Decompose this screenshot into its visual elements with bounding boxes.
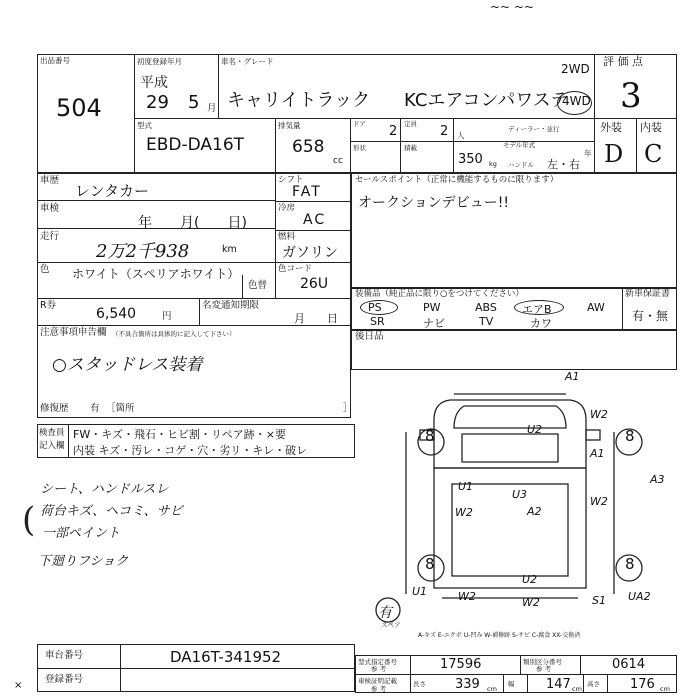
sales-frame [351, 173, 677, 288]
mark-ua2: UA2 [628, 590, 651, 603]
reg-month: 5 [188, 92, 200, 113]
fuel: ガソリン [282, 245, 338, 261]
mark-a1-side: A1 [590, 447, 605, 460]
length: 339 [455, 677, 480, 692]
cc-unit: cc [333, 156, 343, 166]
score-label: 評 価 点 [603, 55, 643, 68]
person-unit: 人 [457, 131, 465, 140]
warranty-label: 新車保証書 [625, 289, 671, 299]
height-label: 高さ [587, 680, 600, 688]
model-year-label: モデル年式 [503, 141, 536, 149]
sales-value: オークションデビュー!! [358, 195, 509, 211]
score: 3 [620, 76, 642, 116]
equip-airbag: エアB [522, 303, 552, 316]
ref-label-2: 参 考 [536, 665, 552, 673]
mark-u1-left: U1 [458, 480, 474, 493]
ac-label: 冷房 [278, 203, 296, 213]
drive-4wd: 4WD [562, 94, 591, 108]
grade: KCエアコンパワステ [404, 90, 569, 111]
equipment-label: 装備品（純正品に限り○をつけてください） [355, 289, 524, 299]
equip-aw: AW [587, 301, 605, 314]
ref-label-3: 参 考 [371, 685, 387, 693]
displacement-label: 排気量 [278, 121, 301, 130]
color-code-label: 色コード [278, 264, 313, 274]
notes-sublabel: （不具合箇所は具体的に記入して下さい） [112, 330, 236, 338]
equip-pw: PW [423, 301, 441, 314]
capacity-label: 定員 [404, 120, 417, 128]
width-label: 幅 [508, 680, 515, 688]
mark-u2-rear: U2 [522, 573, 538, 586]
model-no-label: 型式指定番号 [358, 658, 397, 666]
note-line1: シート、ハンドルスレ [40, 482, 169, 497]
mileage-label: 走行 [40, 231, 60, 242]
mark-a1-front: A1 [565, 370, 580, 383]
equip-abs: ABS [475, 301, 497, 314]
repair-bracket: ［箇所 [106, 403, 135, 414]
mark-u3: U3 [512, 488, 528, 501]
fuel-label: 燃料 [278, 232, 296, 242]
mileage: 2万2千938 [96, 241, 190, 262]
mark-w2-rear: W2 [522, 596, 540, 609]
equip-leather: カワ [530, 317, 552, 330]
notice-value: 月 日 [294, 312, 338, 325]
reg-year: 29 [146, 92, 169, 113]
inspector-label: 検査員 [39, 428, 65, 438]
month-unit: 月 [207, 103, 217, 114]
wheel-mark-rr: 8 [625, 555, 635, 573]
size-label: 車検証明記載 [358, 677, 397, 685]
equip-ps: PS [368, 301, 382, 314]
warranty-value: 有・無 [632, 309, 669, 323]
mark-u1-rear: U1 [412, 585, 428, 598]
bed-inner [452, 484, 568, 576]
load-label: 積載 [404, 144, 417, 152]
model-year-unit: 年 [584, 149, 592, 158]
color-no-label: 色替 [248, 280, 268, 291]
mark-w2-front: W2 [590, 408, 608, 421]
side-mark: × [14, 680, 23, 691]
spare-mark: 有 [378, 605, 392, 621]
model: EBD-DA16T [146, 135, 245, 155]
notes-label: 注意事項申告欄 [40, 327, 107, 338]
exterior-label: 外装 [600, 121, 622, 134]
shift: FAT [292, 184, 322, 200]
reg-label: 登録番号 [45, 674, 84, 685]
equip-sr: SR [370, 315, 385, 328]
interior-label: 内装 [640, 121, 662, 134]
color-label: 色 [40, 264, 50, 275]
sales-label: セールスポイント（正常に機能するものに限ります） [355, 175, 559, 185]
chassis-number: DA16T-341952 [170, 648, 282, 666]
exterior-grade: D [604, 140, 624, 168]
displacement: 658 [292, 137, 325, 157]
class-no: 0614 [612, 657, 646, 672]
mark-w2-right: W2 [590, 495, 608, 508]
lot-number: 504 [56, 94, 102, 122]
color-code: 26U [300, 276, 329, 292]
capacity: 2 [440, 124, 449, 139]
roof [462, 434, 558, 462]
wheel-mark-rl: 8 [425, 555, 435, 573]
interior-grade: C [644, 140, 663, 168]
bed-outline [434, 468, 586, 588]
after-market-frame [351, 330, 677, 370]
kg-unit: kg [489, 160, 497, 168]
first-reg-label: 初度登録年月 [137, 57, 182, 66]
doors: 2 [389, 124, 398, 139]
spare-label: スペア [381, 621, 401, 629]
note-bracket: ( [22, 500, 36, 540]
history-value: レンタカー [75, 182, 150, 200]
top-scribble: ~~ ~~ [490, 0, 535, 14]
name-grade-label: 車名・グレード [221, 57, 274, 66]
shift-label: シフト [278, 175, 304, 185]
mark-s1: S1 [592, 594, 606, 607]
repair-has: 有 [90, 403, 100, 414]
notes-value: ○スタッドレス装着 [52, 355, 203, 375]
notice-label: 名変通知期限 [202, 300, 260, 311]
shape-label: 形状 [353, 144, 366, 152]
details-frame [37, 173, 351, 418]
mark-w2-rearleft: W2 [458, 590, 476, 603]
width-unit: cm [572, 685, 582, 693]
repair-label: 修復歴 [40, 403, 69, 414]
width: 147 [546, 677, 571, 692]
car-name: キャリイトラック [227, 90, 371, 111]
mark-a2: A2 [527, 505, 542, 518]
diagram-legend: A-キズ E-エクボ U-凹み W-補修跡 S-サビ C-腐食 XX-交換済 [418, 632, 581, 639]
record-label: 記入欄 [39, 441, 65, 451]
length-label: 長さ [413, 680, 426, 688]
inspection-label: 車検 [40, 203, 60, 214]
recycle-unit: 円 [162, 311, 172, 322]
mark-u2-front: U2 [527, 423, 543, 436]
repair-close: ］ [343, 403, 353, 414]
mark-a3: A3 [650, 473, 665, 486]
mark-w2-left: W2 [455, 506, 473, 519]
note-line3: 一部ペイント [42, 526, 121, 541]
right-mirror [586, 430, 600, 440]
doors-label: ドア [353, 120, 366, 128]
recycle-label: R券 [40, 300, 57, 311]
height: 176 [630, 677, 655, 692]
equip-navi: ナビ [423, 317, 445, 330]
dealer-label: ディーラー・並行 [508, 125, 560, 133]
wheel-mark-fl: 8 [425, 427, 435, 445]
recycle-value: 6,540 [96, 306, 137, 322]
color-value: ホワイト（スペリアホワイト） [72, 267, 240, 281]
inspector-interior-row: 内装 キズ・汚レ・コゲ・穴・劣リ・キレ・破レ [73, 444, 308, 457]
windshield [454, 406, 566, 428]
drive-2wd: 2WD [561, 62, 590, 76]
note-line2: 荷台キズ、ヘコミ、サビ [40, 504, 183, 519]
chassis-label: 車台番号 [45, 650, 84, 661]
note-line4: 下廻りフショク [38, 554, 129, 569]
inspector-exterior-row: FW・キズ・飛石・ヒビ割・リペア跡・×要 [73, 428, 286, 441]
length-unit: cm [487, 685, 497, 693]
model-label: 型式 [137, 121, 152, 130]
after-market-label: 後日品 [355, 331, 384, 342]
ref-label: 参 考 [371, 665, 387, 673]
lot-label: 出品番号 [40, 56, 70, 65]
wheel-mark-fr: 8 [625, 427, 635, 445]
class-label: 類別区分番号 [523, 658, 562, 666]
history-label: 車歴 [40, 175, 60, 186]
height-unit: cm [660, 685, 670, 693]
equip-tv: TV [479, 315, 494, 328]
handle: 左・右 [547, 158, 580, 171]
load: 350 [458, 152, 483, 167]
handle-label: ハンドル [508, 161, 534, 169]
era: 平成 [140, 75, 168, 91]
ac: AC [303, 212, 327, 228]
mileage-unit: km [222, 244, 237, 255]
model-no: 17596 [440, 657, 482, 672]
inspection-value: 年 月( 日) [138, 215, 247, 231]
